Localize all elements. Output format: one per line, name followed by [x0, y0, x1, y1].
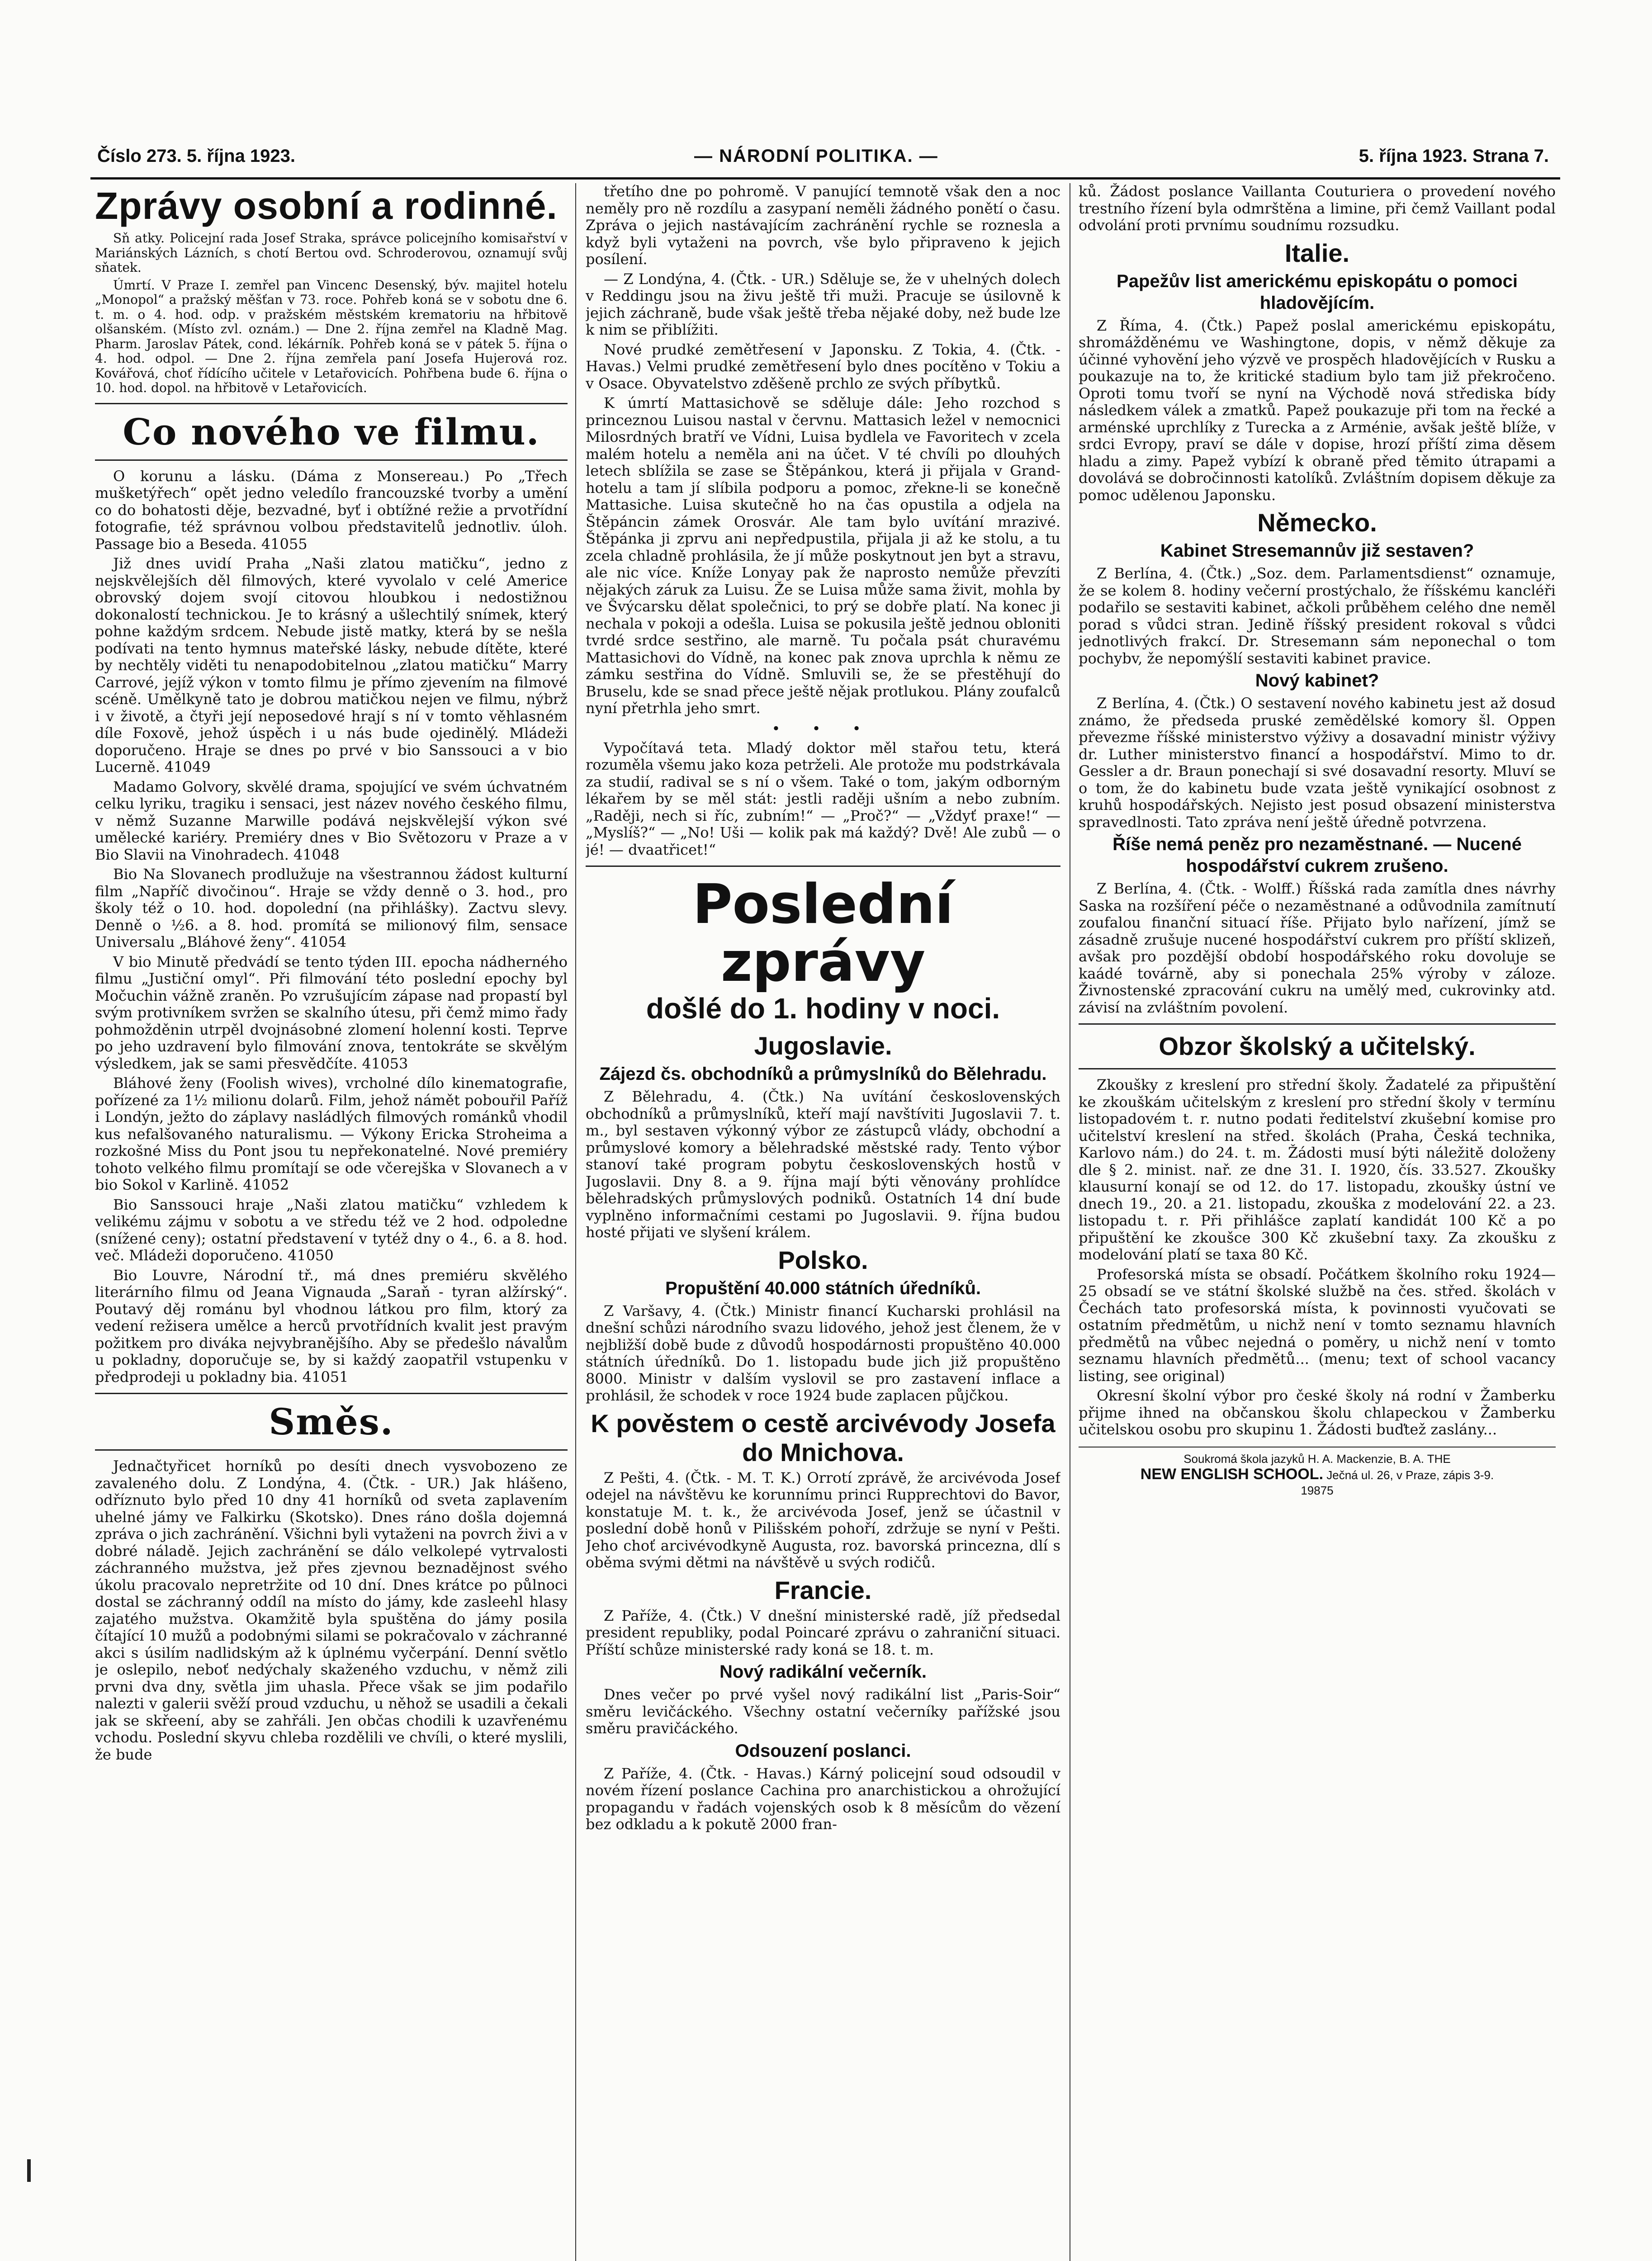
article-paragraph: Úmrtí. V Praze I. zemřel pan Vincenc Desenský, býv. majitel hotelu „Monopol“ a pražský měšťan v 73. roce. Pohřeb koná se v sobotu dne 6. t. m. o 4. hod. odp. v pražském městském krematoriu na hřbitově olšanském. (Místo zvl. oznám.) — Dne 2. října zemřel na Kladně Mag. Pharm. Jaroslav Pátek, cond. lékárník. Pohřeb koná se v pátek 5. října o 4. hod. odpol. — Dne 2. října zemřela paní Josefa Hujerová roz. Kovářová, choť řídícího učitele v Letařovicích. Pohřbena bude 6. října o 10. hod. dopol. na hřbitově v Letařovicích.: [95, 277, 568, 395]
article-paragraph: třetího dne po pohromě. V panující temnotě však den a noc neměly pro ně rozdílu a zasypaní neměli žádného ponětí o času. Zpráva o jejich nastávajícím zachránění rychle se roznesla a když byli vytaženi na povrch, vše bylo připraveno k jejich posílení.: [586, 183, 1060, 268]
article-paragraph: Bio Na Slovanech prodlužuje na všestrannou žádost kulturní film „Napříč divočinou“. Hraje se vždy denně o 3. hod., pro školy též o 10. hod. dopolední (na přihlášky). Zactvu slevy. Denně o ½6. a 8. hod. promítá se milionový film, sensace Universalu „Bláhové ženy“. 41054: [95, 866, 568, 951]
ad-address: Ječná ul. 26, v Praze, zápis 3-9.: [1326, 1468, 1494, 1482]
divider: [586, 866, 1060, 867]
subheading: Říše nemá peněz pro nezaměstnané. — Nucené hospodářství cukrem zrušeno.: [1112, 834, 1522, 876]
article-paragraph: ků. Žádost poslance Vaillanta Couturiera o provedení nového trestního řízení byla odmrštěna a limine, při čemž Vaillant podal odvolání proti prvnímu soudnímu rozsudku.: [1079, 183, 1556, 234]
divider: [95, 1449, 568, 1451]
header-rule: [90, 177, 1560, 180]
subheading: Nový radikální večerník.: [719, 1662, 927, 1682]
subheading: Nový kabinet?: [1255, 671, 1379, 691]
subheading: Odsouzení poslanci.: [735, 1741, 911, 1761]
article-paragraph: Nové prudké zemětřesení v Japonsku. Z Tokia, 4. (Čtk. - Havas.) Velmi prudké zemětřesení bylo dnes pocítěno v Tokiu a v Osace. Obyvatelstvo zděšeně prchlo ze svých příbytků.: [586, 341, 1060, 392]
headline-last-news: Poslední zprávy: [692, 873, 954, 994]
section-title-film: Co nového ve filmu.: [123, 410, 540, 453]
article-paragraph: Z Bělehradu, 4. (Čtk.) Na uvítání československých obchodníků a průmyslníků, kteří mají navštíviti Jugoslavii 7. t. m., byl sestaven výkonný výbor ze zástupců vlády, obchodní a průmyslové komory a bělehradské městské rady. Tento výbor stanoví také program pobytu československých hostů v Jugoslavii. Dny 8. a 9. října mají býti věnovány prohlídce bělehradských průmyslových podniků. Ostatních 14 dní bude vyplněno informačními cestami po Jugoslavii. 9. října budou hosté přijati ve slyšení králem.: [586, 1088, 1060, 1241]
article-paragraph: V bio Minutě předvádí se tento týden III. epocha nádherného filmu „Justiční omyl“. Při filmování této poslední epochy byl Močuchin vážně zraněn. Po vzrušujícím zápase nad propastí byl svým protivníkem svržen se skalního útesu, při čemž mimo řady pohmožděnin utrpěl dvojnásobné zlomení holenní kosti. Teprve po jeho uzdravení bylo filmování znova, tentokráte se skvělým výsledkem, jak se sami přesvědčíte. 41053: [95, 953, 568, 1072]
article-paragraph: Okresní školní výbor pro české školy ná rodní v Žamberku přijme ihned na občanskou školu chlapeckou v Žamberku učitelskou osobu pro skupinu 1. Žádosti buďtež zaslány...: [1079, 1387, 1556, 1438]
country-heading: Polsko.: [778, 1245, 868, 1274]
column-2: [586, 183, 1060, 2261]
divider: [95, 1393, 568, 1394]
article-paragraph: O korunu a lásku. (Dáma z Monsereau.) Po „Třech mušketýřech“ opět jedno veledílo francouzské tvorby a umění co do bohatosti děje, bezvadné, byť i obtížné režie a prvotřídní fotografie, též správnou volbou představitelů jednotliv. úloh. Passage bio a Beseda. 41055: [95, 467, 568, 553]
section-title-personal: Zprávy osobní a rodinné.: [95, 184, 558, 227]
divider: [1079, 1068, 1556, 1069]
article-paragraph: Z Berlína, 4. (Čtk.) „Soz. dem. Parlamentsdienst“ oznamuje, že se kolem 8. hodiny večerní prostýchalo, že říšskému kancléři podařilo se sestaviti kabinet, ačkoli průběhem celého dne neměl porad s vůdci stran. Jedině říšský president rokoval s vůdci jednotlivých frakcí. Dr. Stresemann sám neponechal o tom pochybv, že nepomýšlí sestaviti kabinet pravice.: [1079, 565, 1556, 667]
header-issue: Číslo 273. 5. října 1923.: [97, 146, 296, 166]
section-title-mix: Směs.: [269, 1400, 394, 1443]
ad-school-name: NEW ENGLISH SCHOOL.: [1140, 1465, 1324, 1483]
header-page-number: 5. října 1923. Strana 7.: [1359, 146, 1549, 166]
article-paragraph: Dnes večer po prvé vyšel nový radikální list „Paris-Soir“ směru levičáckého. Všechny ostatní večerníky pařížské jsou směru pravičáckého.: [586, 1686, 1060, 1737]
article-paragraph: Bio Louvre, Národní tř., má dnes premiéru skvělého literárního filmu od Jeana Vignauda „Saraň - tyran alžírský“. Poutavý děj románu byl vhodnou látkou pro film, ktorý za vedení režisera umělce a herců prvotřídních kvalit jest pravým požitkem pro diváka nejvybranějšího. Aby se předešlo návalům u pokladny, doporučuje se, by si každý zaopatřil vstupenku v předprodeji u pokladny bia. 41051: [95, 1266, 568, 1386]
article-paragraph: K úmrtí Mattasichově se sděluje dále: Jeho rozchod s princeznou Luisou nastal v červnu. Mattasich ležel v nemocnici Milosrdných bratří ve Vídni, Luisa bydlela ve Favoritech v zcela malém hotelu a neměla ani na účet. V té chvíli po dlouhých letech sblížila se zase se Štěpánkou, která ji přijala v Grand-hotelu a tam jí slíbila podporu a pomoc, zřekne-li se konečně Mattasiche. Luisa skutečně ho na čas opustila a odjela na Štěpáncin zámek Orosvár. Ale tam bylo uvítání mrazivé. Štěpánka ji zprvu ani nepředpustila, přijala ji až ke stolu, a tu zcela chladně prohlásila, že jí může poskytnout jen byt a stravu, ale nic více. Kníže Lonyay pak že naprosto nemůže převzíti nějakých záruk za Luisu. Že se Luisa může sama živit, mohla by ve Švýcarsku dělat společnici, to prý se dobře platí. Na konec ji nechala v pokoji a odešla. Luisa se pokusila ještě jednou obloniti tvrdé srdce sestřino, ale marně. Tu počala psát churavému Mattasichovi do Vídně, na konec pak znova uprchla k němu ze zámku sestřina do Vídně. Smluvili se, že se přestěhují do Bruselu, kde se snad přece ještě nějak protlukou. Plány zoufalců nyní přetrhla jeho smrt.: [586, 394, 1060, 717]
article-paragraph: Jednačtyřicet horníků po desíti dnech vysvobozeno ze zavaleného dolu. Z Londýna, 4. (Čtk. - UR.) Jak hlášeno, odříznuto bylo před 10 dny 41 horníků od sveta zaplavením uhelné jámy ve Falkirku (Skotsko). Dnes ráno došla dojemná zpráva o jich zachránění. Všichni byli vytaženi na povrch živi a v dobré náladě. Jejich zachránění se dálo velkolepé vytrvalosti záchranného mužstva, jež přes zjevnou beznadějnost svého úkolu pracovalo nepretržite od 10 dní. Dnes krátce po půlnoci dostal se záchranný oddíl na místo do jámy, kde zasleehl hlasy zajatého mužstva. Okamžitě byla spuštěna do jámy posila čítající 10 mužů a podobnými silami se pokračovalo v záchranné akci s úsilím nadlidským až k úplnému vyčerpání. Denní světlo je oslepilo, neboť nedýchaly skaženého vzduchu, v němž zili prvni dva dny, světla jim uhasla. Přece však se jim podařilo nalezti v galerii svěží proud vzduchu, u něhož se usadili a čekali jak se skřeení, aby se zahřáli. Jen občas chodili k uzavřenému vchodu. Poslední skyvu chleba rozdělili ve chvíli, o které myslili, že bude: [95, 1457, 568, 1763]
article-paragraph: Profesorská místa se obsadí. Počátkem školního roku 1924—25 obsadí se ve státní školské službě na čes. střed. školách v Čechách tato profesorská místa, k povinnosti vyučovati se ostatním předmětům, u nichž není v tomto seznamu hlavních předmětů na vůbec nejedná o poměry, u nichž není v tomto seznamu hlavních předmětů... (menu; text of school vacancy listing, see original): [1079, 1265, 1556, 1385]
country-heading: Italie.: [1284, 238, 1350, 267]
article-paragraph: Sň atky. Policejní rada Josef Straka, správce policejního komisařství v Mariánských Lázních, s chotí Bertou ovd. Schroderovou, oznamují svůj sňatek.: [95, 231, 568, 275]
article-paragraph: Vypočítavá teta. Mladý doktor měl stařou tetu, která rozuměla všemu jako koza petrželi. Ale protože mu podstrkávala za studií, radival se s ní o všem. Také o tom, jakým odborným lékařem by se měl stát: jestli raději ušním a nebo zubním. „Raději, nech si říc, zubním!“ — „Proč?“ — „Vždyť praxe!“ — „Myslíš?“ — „No! Uši — kolik pak má každý? Dvě! Ale zubů — o jé! — dvaatřicet!“: [586, 739, 1060, 858]
headline-last-news-sub: došlé do 1. hodiny v noci.: [646, 992, 1000, 1025]
ad-number: 19875: [1301, 1483, 1334, 1497]
header-masthead: — NÁRODNÍ POLITIKA. —: [694, 146, 938, 166]
article-paragraph: — Z Londýna, 4. (Čtk. - UR.) Sděluje se, že v uhelných dolech v Reddingu jsou na živu ještě tři muži. Pracuje se úsilovně k jejich záchraně, bude však ještě třeba nějaké doby, než bude lze k nim se přiblížiti.: [586, 270, 1060, 338]
divider: [95, 459, 568, 461]
column-rule: [575, 183, 576, 2261]
divider: [95, 403, 568, 404]
article-paragraph: Z Pešti, 4. (Čtk. - M. T. K.) Orrotí zprávě, že arcivévoda Josef odejel na návštěvu ke korunnímu princi Rupprechtovi do Bavor, konstatuje M. t. k., že arcivévoda Josef, jenž se účastnil v poslední době honů v Pilišském pohoří, zdržuje se nyní v Pešti. Jeho choť arcivévodkyně Augusta, roz. bavorská princezna, dlí s oběma svými dětmi na návštěvě u svých rodičů.: [586, 1469, 1060, 1571]
article-paragraph: Bláhové ženy (Foolish wives), vrcholné dílo kinematografie, pořízené za 1½ milionu dolarů. Film, jehož námět pobouřil Paříž i Londýn, ježto do záplavy nasládlých filmových románků vhodil kus nefalšovaného naturalismu. — Výkony Ericka Stroheima a rozkošné Miss du Pont jsou tu nepřekonatelné. Nové premiéry tohoto velkého filmu promítají se ode včerejška v Slovanech a v bio Sokol v Karlině. 41052: [95, 1074, 568, 1193]
article-paragraph: Z Říma, 4. (Čtk.) Papež poslal americkému episkopátu, shromážděnému ve Washingtone, dopis, v němž děkuje za účinné vyhovění jeho výzvě ve prospěch hladovějících v Rusku a poukazuje na to, že kritické stadium bylo tam již překročeno. Oproti tomu tvoří se nyní na Východě nová střediska bídy následkem válek a zmatků. Papež poukazuje při tom na řecké a arménské uprchlíky z Turecka a z Arménie, avšak ještě blíže, v srdci Evropy, praví se dále v dopise, hrozí příští zima děsem hladu a zimy. Papež vybízí k obraně před těmito útrapami a dovolává se dobročinnosti katolíků. Zvláštním dopisem děkuje za pomoc udělenou Japonsku.: [1079, 317, 1556, 504]
country-heading: Jugoslavie.: [754, 1031, 892, 1060]
country-heading: Německo.: [1257, 508, 1377, 537]
subheading: Kabinet Stresemannův již sestaven?: [1160, 541, 1474, 561]
article-paragraph: Zkoušky z kreslení pro střední školy. Žadatelé za připuštění ke zkouškám učitelským z kreslení pro střední školy v termínu listopadovém t. r. nutno podati ředitelství zkušební komise pro učitelství kreslení na střed. školách (Praha, Česká technika, Karlovo nám.) do 24. t. m. Žádosti musí býti náležitě doloženy dle § 2. minist. nař. ze dne 31. I. 1920, čís. 33.527. Zkoušky klausurní konají se od 12. do 17. listopadu, zkoušky ústní ve dnech 19., 20. a 21. listopadu, zkouška z modelování 22. a 23. listopadu t. r. Při přihlášce zaplatí kandidát 100 Kč a po připuštění ke zkoušce 300 Kč zkušební taxy. Za zkoušku z modelování platí se taxa 80 Kč.: [1079, 1076, 1556, 1263]
article-paragraph: Z Varšavy, 4. (Čtk.) Ministr financí Kucharski prohlásil na dnešní schůzi národního svazu lidového, jehož jest členem, že v nejbližší době bude z důvodů hospodárnosti propuštěno 40.000 státních úředníků. Do 1. listopadu bude jich již propuštěno 8000. Ministr v dalším vyslovil se pro zastavení inflace a prohlásil, že schodek v roce 1924 bude zaplacen půjčkou.: [586, 1302, 1060, 1404]
ad-line: Soukromá škola jazyků H. A. Mackenzie, B. A. THE: [1183, 1452, 1451, 1466]
divider: [1079, 1023, 1556, 1025]
article-paragraph: Z Paříže, 4. (Čtk.) V dnešní ministerské radě, jíž předsedal president republiky, podal Poincaré zprávu o zahraniční situaci. Příští schůze ministerské rady koná se 18. t. m.: [586, 1607, 1060, 1658]
article-paragraph: Z Paříže, 4. (Čtk. - Havas.) Kárný policejní soud odsoudil v novém řízení poslance Cachina pro anarchistickou a ohrožující propagandu v řadách vojenských osob k 8 měsícům do vězení bez odkladu a k pokutě 2000 fran-: [586, 1764, 1060, 1833]
subheading: Propuštění 40.000 státních úředníků.: [665, 1278, 981, 1298]
separator-dots: • • •: [772, 719, 875, 737]
advertisement: [1079, 1447, 1556, 1498]
article-paragraph: Z Berlína, 4. (Čtk.) O sestavení nového kabinetu jest až dosud známo, že předseda pruské zemědělské komory šl. Oppen převezme říšské ministerstvo výživy a dosavadní ministr výživy dr. Luther ministerstvo financí a hospodářství. Mimo to dr. Gessler a dr. Braun ponechají si své dosavadní resorty. Mluví se o tom, že do kabinetu bude vzata ještě vynikající osobnost z kruhů hospodářských. Nejisto jest posud obsazení ministerstva spravedlnosti. Tato zpráva není ještě úředně potvrzena.: [1079, 695, 1556, 831]
subheading: Zájezd čs. obchodníků a průmyslníků do Bělehradu.: [599, 1064, 1047, 1084]
column-3: [1079, 183, 1556, 2261]
page-header: [97, 136, 1549, 176]
article-paragraph: Z Berlína, 4. (Čtk. - Wolff.) Říšská rada zamítla dnes návrhy Saska na rozšíření péče o nezaměstnané a odůvodnila zamítnutí zoufalou finanční situací říše. Přijato bylo nařízení, jímž se zásadně zrušuje nucené hospodářství cukrem pro příští sklizeň, avšak pro pozdější období hospodářského roku dovoluje se kaádé továrně, aby si ponechala 25% výroby v záloze. Živnostenské zpracování cukru na umělý med, cukrovinky atd. závisí na zvláštním povolení.: [1079, 880, 1556, 1016]
subheading: Papežův list americkému episkopátu o pomoci hladovějícím.: [1117, 271, 1518, 313]
article-paragraph: Již dnes uvidí Praha „Naši zlatou matičku“, jedno z nejskvělejších děl filmových, které vyvolalo v celé Americe obrovský dojem svojí citovou hloubkou i nedostižnou dokonalostí technickou. Je to krásný a ušlechtilý snímek, který pohne každým srdcem. Nebude jistě matky, která by se nešla podívati na tento hymnus mateřské lásky, nebude dítěte, které by nechtěly viděti tu nenapodobitelnou „zlatou matičku“ Marry Carrové, jejíž výkon v tomto filmu je přímo zjevením na filmové scéně. Umělkyně tato je dobrou matičkou nejen ve filmu, nýbrž i v životě, a čtyři její neposedové hrají s ní v tomto věhlasném díle Foxově, jehož úspěch i u nás bude ojedinělý. Mládeži doporučeno. Hraje se dnes po prvé v bio Sanssouci a v bio Lucerně. 41049: [95, 555, 568, 776]
margin-mark: [27, 2159, 31, 2182]
column-1: [95, 183, 568, 2261]
article-paragraph: Bio Sanssouci hraje „Naši zlatou matičku“ vzhledem k velikému zájmu v sobotu a ve středu též ve 2 hod. odpoledne (snížené ceny); ostatní představení v tytéž dny o 4., 6. a 8. hod. več. Mládeži doporučeno. 41050: [95, 1196, 568, 1264]
article-headline: K pověstem o cestě arcivévody Josefa do Mnichova.: [591, 1409, 1056, 1466]
country-heading: Francie.: [774, 1575, 872, 1604]
article-paragraph: Madamo Golvory, skvělé drama, spojující ve svém úchvatném celku lyriku, tragiku i sensaci, jest název nového českého filmu, v němž Suzanne Marwille podává nejskvělejší výkon své umělecké kariéry. Premiéry dnes v Bio Světozoru v Praze a v Bio Slavii na Vinohradech. 41048: [95, 778, 568, 863]
section-title-school: Obzor školský a učitelský.: [1159, 1032, 1476, 1060]
